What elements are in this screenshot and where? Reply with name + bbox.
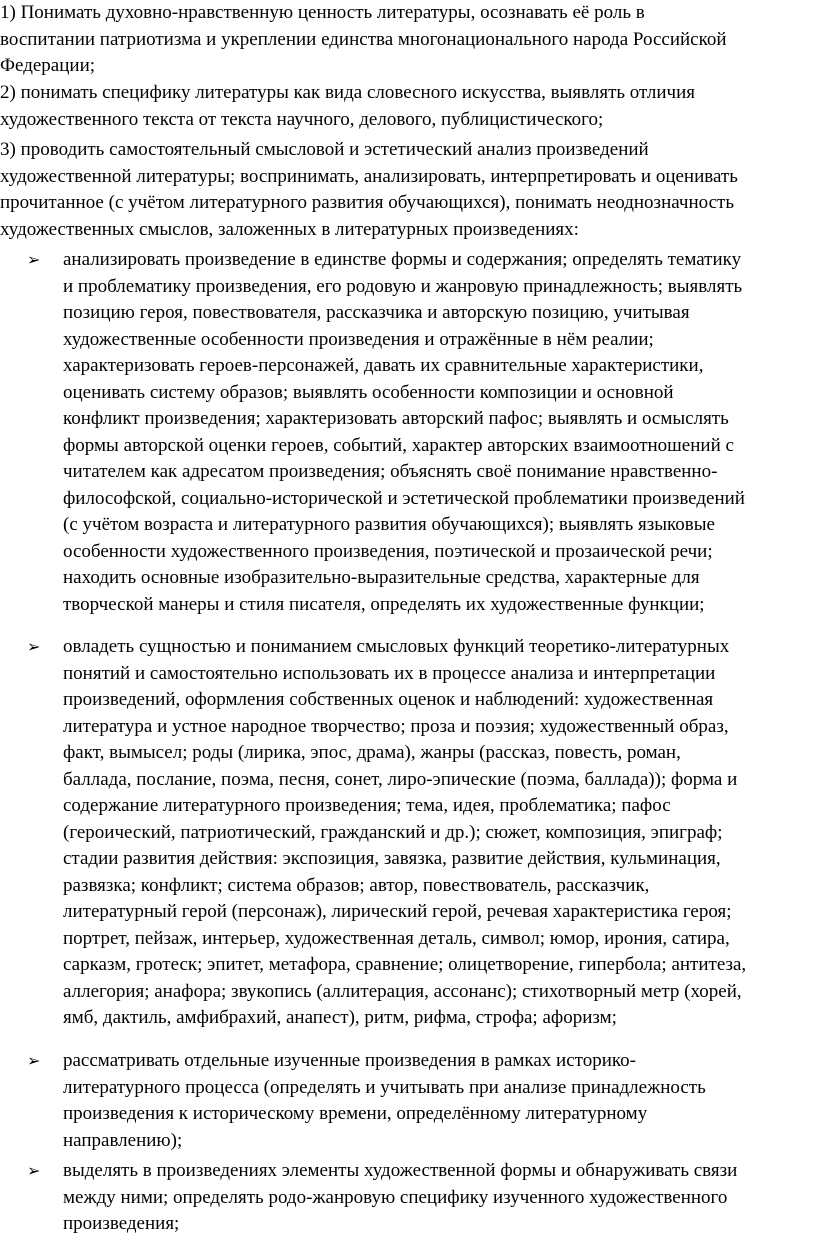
text-line: понятий и самостоятельно использовать их в процессе анализа и интерпретации	[63, 662, 716, 684]
text-line: рассматривать отдельные изученные произведения в рамках историко-	[63, 1050, 636, 1071]
arrow-bullet-icon: ➢	[27, 637, 41, 656]
text-line: баллада, послание, поэма, песня, сонет, лиро-эпические (поэма, баллада)); форма и	[63, 768, 738, 790]
text-line: произведения;	[63, 1213, 180, 1234]
text-line: сарказм, гротеск; эпитет, метафора, сравнение; олицетворение, гипербола; антитеза,	[63, 954, 747, 975]
text-line: позицию героя, повествователя, рассказчика и авторскую позицию, учитывая	[63, 302, 690, 323]
text-line: художественного текста от текста научного, делового, публицистического;	[0, 108, 604, 130]
text-line: творческой манеры и стиля писателя, определять их художественные функции;	[63, 593, 705, 615]
bullet-text	[63, 247, 745, 618]
text-line: 2) понимать специфику литературы как вида словесного искусства, выявлять отличия	[0, 82, 696, 103]
text-line: Федерации;	[0, 55, 96, 76]
text-line: 3) проводить самостоятельный смысловой и эстетический анализ произведений	[0, 139, 649, 160]
text-line: прочитанное (с учётом литературного развития обучающихся), понимать неоднозначность	[0, 192, 735, 213]
text-line: художественной литературы; воспринимать, анализировать, интерпретировать и оценивать	[0, 165, 738, 187]
text-line: содержание литературного произведения; тема, идея, проблематика; пафос	[63, 795, 671, 816]
arrow-bullet-icon: ➢	[27, 250, 41, 269]
text-line: между ними; определять родо-жанровую специфику изученного художественного	[63, 1186, 728, 1208]
text-line: формы авторской оценки героев, событий, характер авторских взаимоотношений с	[63, 434, 734, 456]
text-line: находить основные изобразительно-выразительные средства, характерные для	[63, 567, 700, 588]
text-line: особенности художественного произведения, поэтической и прозаической речи;	[63, 540, 713, 562]
text-line: развязка; конфликт; система образов; автор, повествователь, рассказчик,	[63, 874, 650, 896]
text-line: философской, социально-исторической и эстетической проблематики произведений	[63, 487, 745, 509]
text-line: и проблематику произведения, его родовую и жанровую принадлежность; выявлять	[63, 275, 743, 297]
text-line: воспитании патриотизма и укреплении единства многонационального народа Российской	[0, 28, 727, 50]
text-line: ямб, дактиль, амфибрахий, анапест), ритм, рифма, строфа; афоризм;	[63, 1007, 617, 1028]
text-line: анализировать произведение в единстве формы и содержания; определять тематику	[63, 249, 742, 270]
text-line: литературный герой (персонаж), лирический герой, речевая характеристика героя;	[63, 901, 732, 922]
text-line: литературного процесса (определять и учитывать при анализе принадлежность	[63, 1076, 706, 1098]
arrow-bullet-icon: ➢	[27, 1051, 41, 1070]
text-line: (с учётом возраста и литературного развития обучающихся); выявлять языковые	[63, 514, 715, 535]
text-line: читателем как адресатом произведения; объяснять своё понимание нравственно-	[63, 461, 718, 482]
text-line: направлению);	[63, 1129, 183, 1151]
numbered-item-1	[0, 0, 727, 80]
numbered-item-2	[0, 80, 695, 133]
bullet-text	[63, 1158, 737, 1238]
text-line: художественных смыслов, заложенных в литературных произведениях:	[0, 218, 579, 240]
text-line: оценивать систему образов; выявлять особенности композиции и основной	[63, 381, 674, 403]
text-line: характеризовать героев-персонажей, давать их сравнительные характеристики,	[63, 355, 704, 376]
text-line: произведений, оформления собственных оценок и наблюдений: художественная	[63, 689, 714, 710]
text-line: аллегория; анафора; звукопись (аллитерация, ассонанс); стихотворный метр (хорей,	[63, 980, 742, 1002]
text-line: конфликт произведения; характеризовать авторский пафос; выявлять и осмыслять	[63, 408, 729, 429]
bullet-text	[63, 1048, 706, 1154]
text-line: произведения к историческому времени, определённому литературному	[63, 1103, 648, 1124]
text-line: (героический, патриотический, гражданский и др.); сюжет, композиция, эпиграф;	[63, 821, 723, 843]
arrow-bullet-icon: ➢	[27, 1161, 41, 1180]
text-line: литература и устное народное творчество; проза и поэзия; художественный образ,	[63, 715, 729, 737]
numbered-item-3	[0, 137, 738, 243]
text-line: портрет, пейзаж, интерьер, художественная деталь, символ; юмор, ирония, сатира,	[63, 927, 730, 949]
text-line: стадии развития действия: экспозиция, завязка, развитие действия, кульминация,	[63, 848, 721, 869]
text-line: овладеть сущностью и пониманием смысловых функций теоретико-литературных	[63, 636, 730, 657]
text-line: 1) Понимать духовно-нравственную ценность литературы, осознавать её роль в	[0, 2, 645, 23]
text-line: художественные особенности произведения и отражённые в нём реалии;	[63, 328, 654, 350]
text-line: факт, вымысел; роды (лирика, эпос, драма), жанры (рассказ, повесть, роман,	[63, 742, 681, 763]
text-line: выделять в произведениях элементы художественной формы и обнаруживать связи	[63, 1160, 738, 1181]
bullet-text	[63, 634, 746, 1032]
